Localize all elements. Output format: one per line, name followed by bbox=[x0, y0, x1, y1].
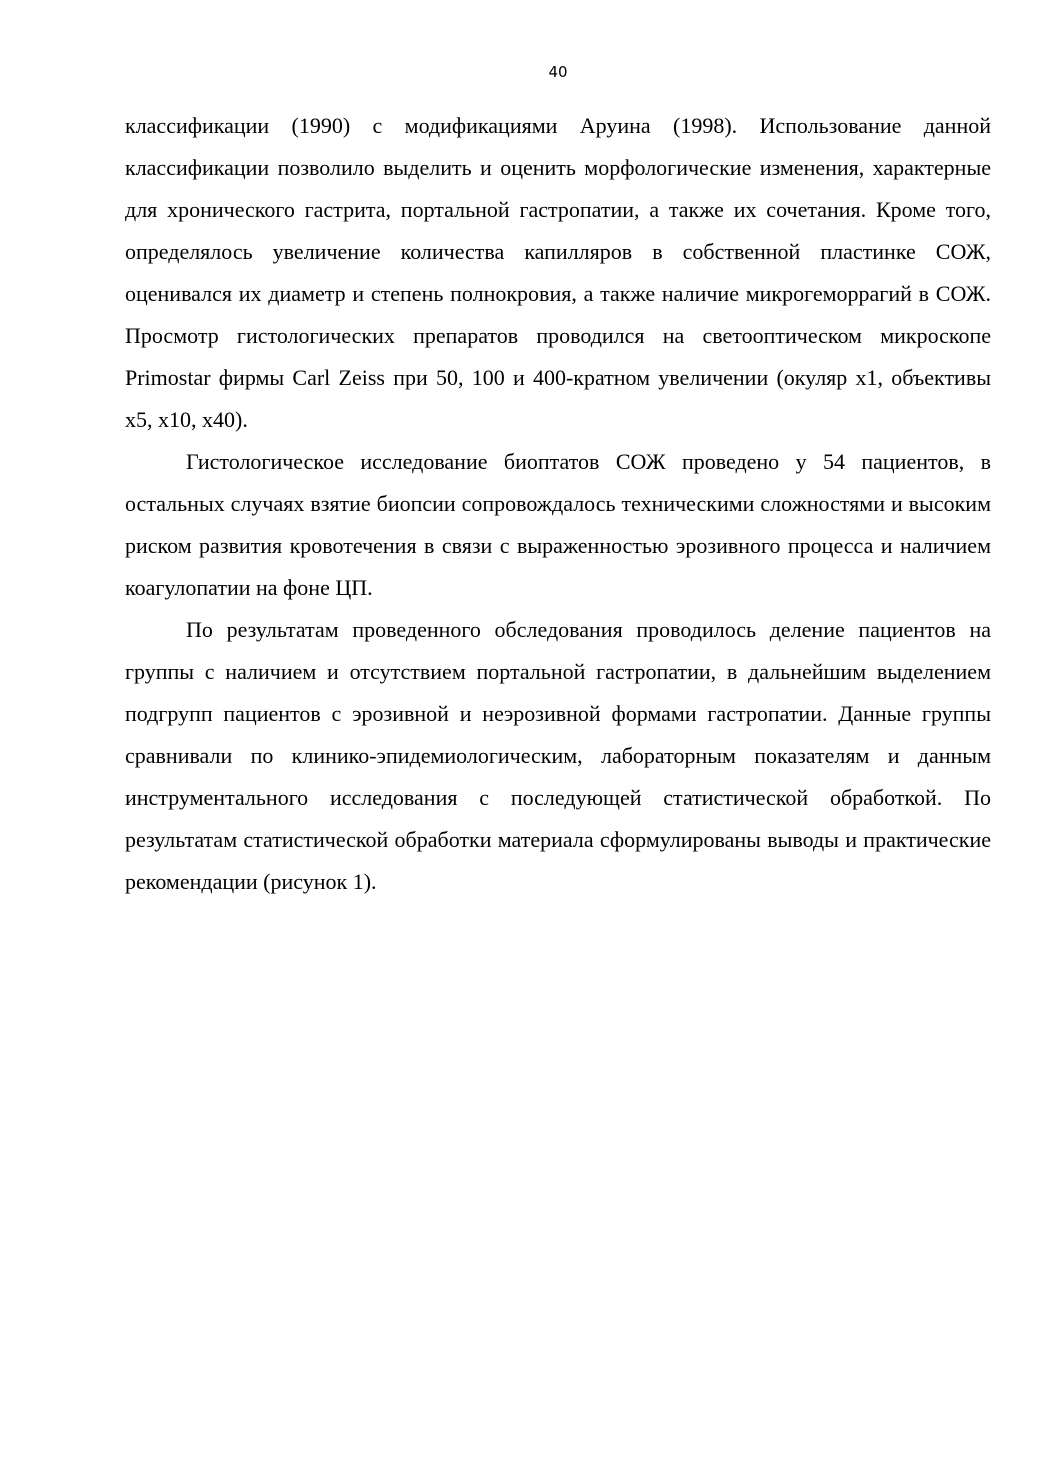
body-text bbox=[125, 105, 991, 903]
page-number: 40 bbox=[548, 63, 568, 81]
paragraph-continuation: классификации (1990) с модификациями Аруина (1998). Использование данной классификации позволило выделить и оценить морфологические изменения, характерные для хронического гастрита, портальной гастропатии, а также их сочетания. Кроме того, определялось увеличение количества капилляров в собственной пластинке СОЖ, оценивался их диаметр и степень полнокровия, а также наличие микрогеморрагий в СОЖ. Просмотр гистологических препаратов проводился на светооптическом микроскопе Primostar фирмы Carl Zeiss при 50, 100 и 400-кратном увеличении (окуляр x1, объективы x5, x10, x40). bbox=[125, 113, 991, 432]
paragraph-histology: Гистологическое исследование биоптатов СОЖ проведено у 54 пациентов, в остальных случаях взятие биопсии сопровождалось техническими сложностями и высоким риском развития кровотечения в связи с выраженностью эрозивного процесса и наличием коагулопатии на фоне ЦП. bbox=[125, 449, 991, 600]
paragraph-results: По результатам проведенного обследования проводилось деление пациентов на группы с наличием и отсутствием портальной гастропатии, в дальнейшим выделением подгрупп пациентов с эрозивной и неэрозивной формами гастропатии. Данные группы сравнивали по клинико-эпидемиологическим, лабораторным показателям и данным инструментального исследования с последующей статистической обработкой. По результатам статистической обработки материала сформулированы выводы и практические рекомендации (рисунок 1). bbox=[125, 617, 991, 894]
